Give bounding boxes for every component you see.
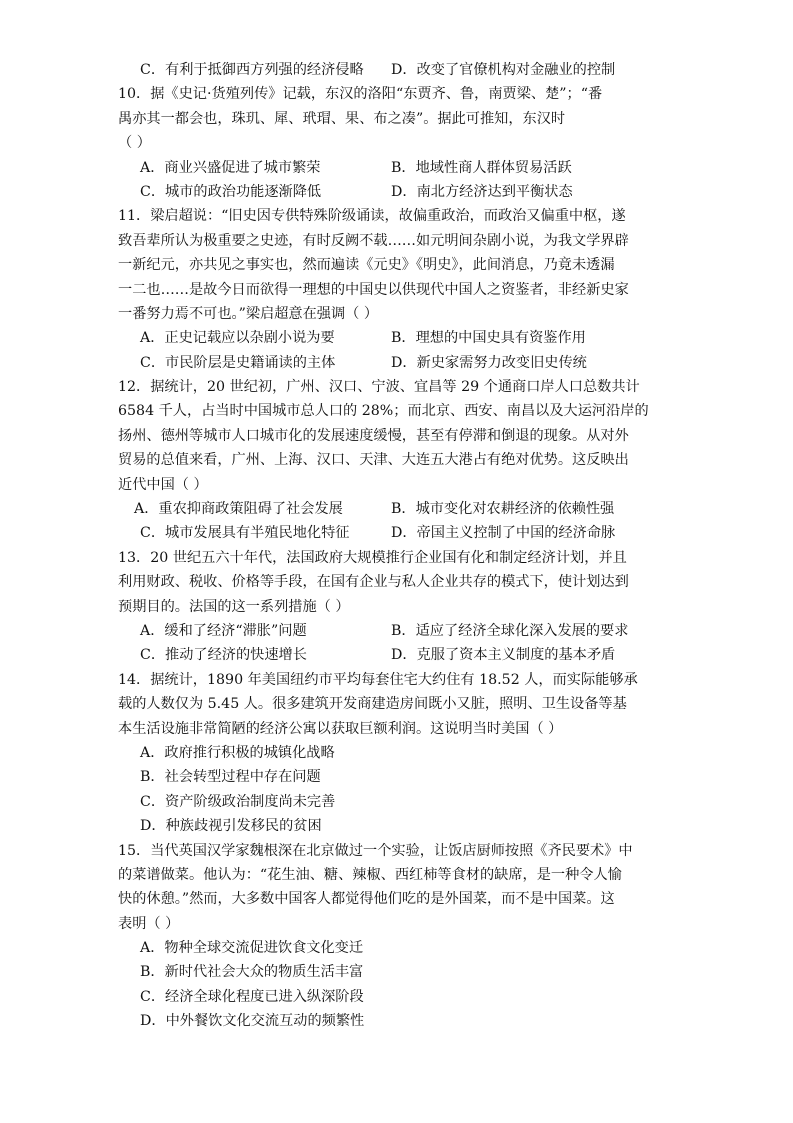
q10-option-d: D．南北方经济达到平衡状态	[391, 183, 573, 200]
q12-stem-line: 12．据统计，20 世纪初，广州、汉口、宁波、宜昌等 29 个通商口岸人口总数共计	[118, 379, 640, 396]
q9-option-d: D．改变了官僚机构对金融业的控制	[391, 62, 616, 78]
q12-option-b: B．城市变化对农耕经济的依赖性强	[391, 501, 615, 518]
q15-option-a: A．物种全球交流促进饮食文化变迁	[140, 940, 364, 957]
q14-stem-line: 载的人数仅为 5.45 人。很多建筑开发商建造房间既小又脏，照明、卫生设备等基	[118, 696, 627, 713]
q15-option-d: D．中外餐饮文化交流互动的频繁性	[140, 1013, 365, 1030]
q11-stem-line: 致吾辈所认为极重要之史迹，有时反阙不载……如元明间杂剧小说，为我文学界辟	[118, 232, 629, 249]
q14-option-a: A．政府推行积极的城镇化战略	[140, 744, 335, 761]
q15-option-b: B．新时代社会大众的物质生活丰富	[140, 964, 364, 981]
q11-option-d: D．新史家需努力改变旧史传统	[391, 354, 587, 371]
q15-option-c: C．经济全球化程度已进入纵深阶段	[140, 988, 364, 1005]
question-10	[118, 82, 678, 204]
q11-options-ab	[118, 326, 678, 350]
q13-options-ab	[118, 619, 678, 643]
q12-stem-line: 近代中国（ ）	[118, 476, 208, 493]
q13-stem-line: 利用财政、税收、价格等手段，在国有企业与私人企业共存的模式下，使计划达到	[118, 574, 629, 591]
q10-options-cd	[118, 180, 678, 204]
q14-option-c: C．资产阶级政治制度尚未完善	[140, 793, 336, 810]
q11-stem-line: 一新纪元，亦共见之事实也，然而遍读《元史》《明史》，此间消息，乃竟未透漏	[118, 257, 615, 274]
q11-stem-line: 一番努力焉不可也。”梁启超意在强调（ ）	[118, 305, 379, 322]
question-15	[118, 839, 678, 1034]
exam-page	[118, 58, 678, 1034]
q13-options-cd	[118, 643, 678, 667]
q11-stem-line: 一二也……是故今日而欲得一理想的中国史以供现代中国人之资鉴者，非经新史家	[118, 281, 629, 298]
q11-option-c: C．市民阶层是史籍诵读的主体	[140, 354, 336, 371]
q12-option-d: D．帝国主义控制了中国的经济命脉	[391, 525, 616, 542]
question-12	[118, 375, 678, 546]
q10-option-c: C．城市的政治功能逐渐降低	[140, 183, 322, 200]
q12-stem-line: 6584 千人，占当时中国城市总人口的 28%；而北京、西安、南昌以及大运河沿岸的	[118, 403, 649, 420]
q12-options-cd	[118, 521, 678, 545]
q15-stem-line: 快的休憩。”然而，大多数中国客人都觉得他们吃的是外国菜，而不是中国菜。这	[118, 891, 615, 908]
q13-option-a: A．缓和了经济“滞胀”问题	[140, 622, 307, 639]
q10-stem-line: 禺亦其一都会也，珠玑、犀、玳瑁、果、布之凑”。据此可推知，东汉时	[118, 110, 566, 127]
q11-stem-line: 11．梁启超说：“旧史因专供特殊阶级诵读，故偏重政治，而政治又偏重中枢，遂	[118, 208, 626, 225]
q12-stem-line: 贸易的总值来看，广州、上海、汉口、天津、大连五大港占有绝对优势。这反映出	[118, 452, 629, 469]
q12-option-a: A．重农抑商政策阻碍了社会发展	[134, 501, 343, 518]
q10-stem-line: 10．据《史记·货殖列传》记载，东汉的洛阳“东贾齐、鲁，南贾梁、楚”；“番	[118, 86, 603, 103]
q10-stem-line: （ ）	[118, 135, 151, 152]
q13-option-c: C．推动了经济的快速增长	[140, 647, 307, 664]
q14-stem-line: 本生活设施非常简陋的经济公寓以获取巨额利润。这说明当时美国（ ）	[118, 720, 563, 737]
q14-option-d: D．种族歧视引发移民的贫困	[140, 818, 322, 835]
q15-stem-line: 的菜谱做菜。他认为：“花生油、糖、辣椒、西红柿等食材的缺席，是一种令人愉	[118, 866, 622, 883]
question-13	[118, 546, 678, 668]
q13-stem-line: 预期目的。法国的这一系列措施（ ）	[118, 598, 350, 615]
q12-option-c: C．城市发展具有半殖民地化特征	[140, 525, 350, 542]
q12-stem-line: 扬州、德州等城市人口城市化的发展速度缓慢，甚至有停滞和倒退的现象。从对外	[118, 427, 629, 444]
q9-options-cd	[118, 58, 678, 82]
q9-option-c: C．有利于抵御西方列强的经济侵略	[140, 62, 364, 78]
q14-option-b: B．社会转型过程中存在问题	[140, 769, 321, 786]
q13-stem-line: 13．20 世纪五六十年代，法国政府大规模推行企业国有化和制定经济计划，并且	[118, 549, 627, 566]
q11-option-b: B．理想的中国史具有资鉴作用	[391, 330, 586, 347]
q10-option-b: B．地域性商人群体贸易活跃	[391, 159, 572, 176]
q10-options-ab	[118, 156, 678, 180]
q15-stem-line: 表明（ ）	[118, 915, 180, 932]
q13-option-b: B．适应了经济全球化深入发展的要求	[391, 622, 629, 639]
q12-options-ab	[118, 497, 678, 521]
q14-stem-line: 14．据统计，1890 年美国纽约市平均每套住宅大约住有 18.52 人，而实际能够承	[118, 671, 638, 688]
q15-stem-line: 15．当代英国汉学家魏根深在北京做过一个实验，让饭店厨师按照《齐民要术》中	[118, 842, 633, 859]
q11-option-a: A．正史记载应以杂剧小说为要	[140, 330, 335, 347]
q10-option-a: A．商业兴盛促进了城市繁荣	[140, 159, 321, 176]
question-14	[118, 668, 678, 839]
question-11	[118, 204, 678, 375]
q11-options-cd	[118, 351, 678, 375]
q13-option-d: D．克服了资本主义制度的基本矛盾	[391, 647, 616, 664]
